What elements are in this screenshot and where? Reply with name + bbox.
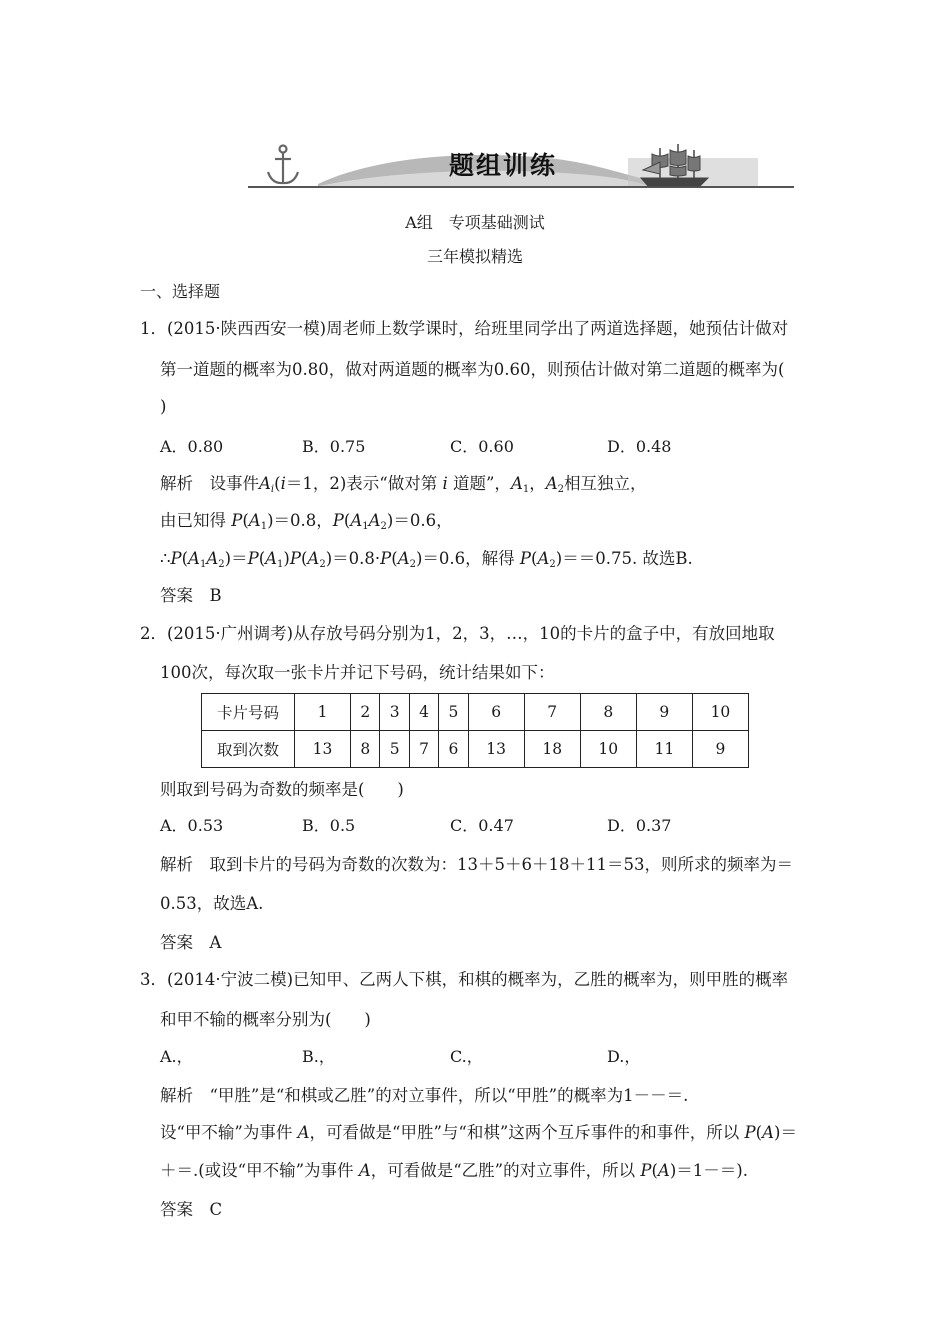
q3-answer: 答案 C [160,1200,223,1219]
q3-stem-line2: 和甲不输的概率分别为( ) [160,1010,371,1029]
q1-analysis-line1: 解析 设事件$A_i(i=1$，2)表示“做对第 i 道题”，$A_1$，$A_2$相互独立， [160,474,647,495]
table-cell: 2 [351,694,380,731]
table-cell: 4 [409,694,438,731]
q2-option-d: D．0.37 [607,816,672,835]
q1-option-a: A．0.80 [160,437,224,456]
q1-analysis-line3: $\therefore P(A_1A_2)=P(A_1)P(A_2)=0.8\cdot P(A_2)=0.6$，解得 $P(A_2)==0.75$. 故选B. [160,549,693,570]
table-cell: 1 [295,694,351,731]
q1-answer: 答案 B [160,586,222,605]
table-cell: 7 [524,694,580,731]
q2-stem-line1: 2．(2015·广州调考)从存放号码分别为1，2，3，…，10的卡片的盒子中，有放回地取 [140,624,775,643]
table-cell: 10 [580,731,636,768]
q1-stem-line3: ) [160,397,167,416]
table-cell: 13 [468,731,524,768]
table-cell: 6 [439,731,468,768]
anchor-icon [268,146,298,184]
q1-option-b: B．0.75 [302,437,366,456]
table-cell: 7 [409,731,438,768]
table-cell: 3 [380,694,409,731]
table-row-label: 卡片号码 [202,694,295,731]
table-cell: 8 [351,731,380,768]
q1-stem-line2: 第一道题的概率为0.80，做对两道题的概率为0.60，则预估计做对第二道题的概率为( [160,360,785,379]
table-row [202,694,749,731]
table-cell: 13 [295,731,351,768]
q2-answer: 答案 A [160,933,222,952]
table-row-label: 取到次数 [202,731,295,768]
q2-question: 则取到号码为奇数的频率是( ) [160,780,404,799]
q1-stem-line1: 1．(2015·陕西西安一模)周老师上数学课时，给班里同学出了两道选择题，她预估计做对 [140,319,789,338]
q3-option-b: B.， [302,1047,335,1066]
q2-analysis-line1: 解析 取到卡片的号码为奇数的次数为：13＋5＋6＋18＋11＝53，则所求的频率为＝ [160,855,793,874]
q3-analysis-line1: 解析 “甲胜”是“和棋或乙胜”的对立事件，所以“甲胜”的概率为1－－＝. [160,1086,689,1105]
group-title: A组 专项基础测试 [405,213,545,232]
table-row [202,731,749,768]
q2-option-b: B．0.5 [302,816,356,835]
q3-option-c: C.， [450,1047,483,1066]
table-cell: 9 [692,731,748,768]
table-cell: 8 [580,694,636,731]
table-cell: 6 [468,694,524,731]
q3-stem-line1: 3．(2014·宁波二模)已知甲、乙两人下棋，和棋的概率为，乙胜的概率为，则甲胜的概率 [140,970,789,989]
table-cell: 5 [439,694,468,731]
table-cell: 5 [380,731,409,768]
table-cell: 10 [692,694,748,731]
q3-option-a: A.， [160,1047,193,1066]
q3-option-d: D.， [607,1047,641,1066]
table-cell: 18 [524,731,580,768]
q3-analysis-line2: 设“甲不输”为事件 A，可看做是“甲胜”与“和棋”这两个互斥事件的和事件，所以 P(A)＝ [160,1123,797,1142]
title-banner [248,140,794,192]
card-frequency-table [201,693,749,768]
table-cell: 9 [636,694,692,731]
section-title: 一、选择题 [140,282,221,301]
group-subtitle: 三年模拟精选 [426,247,523,266]
q2-stem-line2: 100次，每次取一张卡片并记下号码，统计结果如下： [160,663,555,682]
table-cell: 11 [636,731,692,768]
q1-option-d: D．0.48 [607,437,672,456]
q2-option-a: A．0.53 [160,816,224,835]
q3-analysis-line3: ＋＝.(或设“甲不输”为事件 A，可看做是“乙胜”的对立事件，所以 P(A)＝1－＝). [160,1161,748,1180]
q2-analysis-line2: 0.53，故选A. [160,894,264,913]
q2-option-c: C．0.47 [450,816,514,835]
q1-analysis-line2: 由已知得 $P(A_1)=0.8$，$P(A_1A_2)=0.6$， [160,511,453,532]
q1-option-c: C．0.60 [450,437,514,456]
banner-title: 题组训练 [448,151,557,180]
